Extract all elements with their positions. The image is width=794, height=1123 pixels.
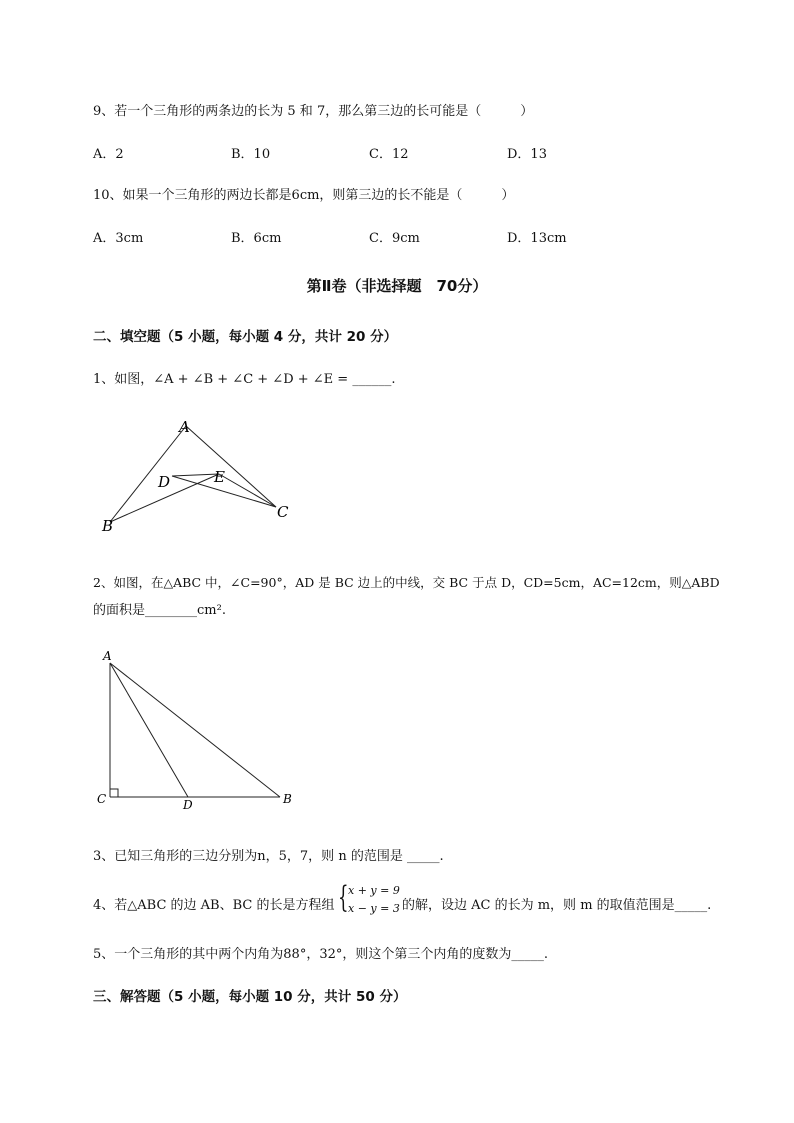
fill-question-4-suffix: 的解，设边 AC 的长为 m，则 m 的取值范围是_____. xyxy=(402,898,712,913)
q9-option-a: A．2 xyxy=(93,147,124,162)
fill-question-3-stem: 3、已知三角形的三边分别为n，5，7，则 n 的范围是 _____. xyxy=(93,849,444,864)
fig1-label-a: A xyxy=(179,418,190,436)
fig1-label-c: C xyxy=(277,503,289,521)
fill-question-4-prefix: 4、若△ABC 的边 AB、BC 的长是方程组 xyxy=(93,898,335,913)
q10-option-c: C．9cm xyxy=(369,231,420,246)
figure-2-right-triangle xyxy=(95,645,305,815)
fill-question-1-stem: 1、如图，∠A + ∠B + ∠C + ∠D + ∠E = ______. xyxy=(93,372,396,387)
fig2-label-c: C xyxy=(97,792,107,806)
question-9-stem: 9、若一个三角形的两条边的长为 5 和 7，那么第三边的长可能是（ ） xyxy=(93,104,534,119)
equation-brace: { xyxy=(338,880,349,915)
fig1-label-d: D xyxy=(158,473,171,491)
fig2-label-b: B xyxy=(283,792,292,806)
fill-question-2-line-1: 2、如图，在△ABC 中，∠C=90°，AD 是 BC 边上的中线，交 BC 于点 D，CD=5cm，AC=12cm，则△ABD xyxy=(93,575,720,590)
q10-option-d: D．13cm xyxy=(507,231,567,246)
section-2-header: 二、填空题（5 小题，每小题 4 分，共计 20 分） xyxy=(93,329,398,345)
part-2-title: 第Ⅱ卷（非选择题 70分） xyxy=(306,277,488,295)
figure-1-triangles xyxy=(95,410,315,540)
question-10-stem: 10、如果一个三角形的两边长都是6cm，则第三边的长不能是（ ） xyxy=(93,188,515,203)
section-3-header: 三、解答题（5 小题，每小题 10 分，共计 50 分） xyxy=(93,989,407,1005)
q9-option-c: C．12 xyxy=(369,147,409,162)
q10-option-a: A．3cm xyxy=(93,231,144,246)
equation-1: x + y = 9 xyxy=(348,884,400,897)
fill-question-5-stem: 5、一个三角形的其中两个内角为88°，32°，则这个第三个内角的度数为_____. xyxy=(93,947,548,962)
fig2-label-a: A xyxy=(103,649,112,663)
q9-option-d: D．13 xyxy=(507,147,547,162)
fig1-label-e: E xyxy=(214,468,225,486)
fill-question-2-line-2: 的面积是________cm². xyxy=(93,603,226,618)
equation-2: x − y = 3 xyxy=(348,902,400,915)
fig2-label-d: D xyxy=(183,798,193,812)
q10-option-b: B．6cm xyxy=(231,231,282,246)
fig1-label-b: B xyxy=(102,517,114,535)
q9-option-b: B．10 xyxy=(231,147,271,162)
